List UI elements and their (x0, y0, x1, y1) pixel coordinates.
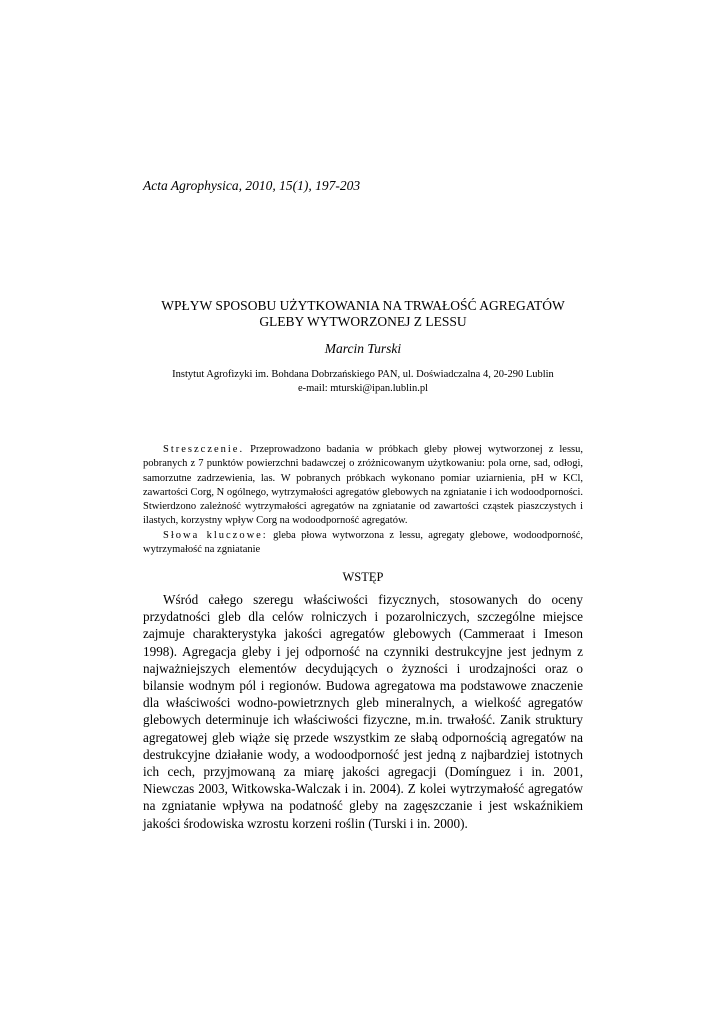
abstract-block (143, 443, 583, 557)
abstract-label: Streszczenie. (163, 444, 245, 455)
section-heading: WSTĘP (342, 570, 384, 584)
paper-title (143, 298, 583, 330)
keywords-label: Słowa kluczowe: (163, 529, 268, 541)
title-line-1: WPŁYW SPOSOBU UŻYTKOWANIA NA TRWAŁOŚĆ AGREGATÓW (161, 298, 565, 313)
affiliation (143, 368, 583, 395)
affiliation-email: e-mail: mturski@ipan.lublin.pl (297, 382, 429, 394)
intro-section (143, 591, 583, 832)
keywords-text: gleba płowa wytworzona z lessu, agregaty glebowe, wodoodporność, wytrzymałość na zgniatanie (143, 529, 583, 556)
journal-reference: Acta Agrophysica, 2010, 15(1), 197-203 (143, 178, 361, 193)
keywords-paragraph (143, 529, 583, 558)
author-name: Marcin Turski (324, 341, 402, 356)
affiliation-address: Instytut Agrofizyki im. Bohdana Dobrzańskiego PAN, ul. Doświadczalna 4, 20-290 Lublin (172, 369, 554, 380)
intro-paragraph: Wśród całego szeregu właściwości fizycznych, stosowanych do oceny przydatności gleb dla celów rolniczych i pozarolniczych, szczególne miejsce zajmuje charakterystyka jakości agregatów glebowych (Cammeraat i Imeson 1998). Agregacja gleby i jej odporność na czynniki destrukcyjne jest jednym z najważniejszych elementów decydujących o żyzności i urodzajności oraz o bilansie wodnym pól i regionów. Budowa agregatowa ma podstawowe znaczenie dla właściwości wodno-powietrznych gleb mineralnych, a wielkość agregatów glebowych determinuje ich właściwości fizyczne, m.in. trwałość. Zanik struktury agregatowej gleb wiąże się przede wszystkim ze słabą odpornością agregatów na destrukcyjne działanie wody, a wodoodporność jest jedną z najbardziej istotnych ich cech, przyjmowaną za miarę jakości agregacji (Domínguez i in. 2001, Niewczas 2003, Witkowska-Walczak i in. 2004). Z kolei wytrzymałość agregatów na zgniatanie wpływa na podatność gleby na zagęszczanie i jest wskaźnikiem jakości środowiska wzrostu korzeni roślin (Turski i in. 2000). (143, 592, 583, 831)
abstract-paragraph (143, 443, 583, 529)
abstract-text: Przeprowadzono badania w próbkach gleby płowej wytworzonej z lessu, pobranych z 7 punktów powierzchni badawczej o zróżnicowanym użytkowaniu: pola orne, sad, odłogi, samorzutne zadrzewienia, las. W pobranych próbkach wykonano pomiar uziarnienia, pH w KCl, zawartości Corg, N ogólnego, wytrzymałości agregatów glebowych na zgniatanie i ich wodoodporności. Stwierdzono zależność wytrzymałości agregatów na zgniatanie od zawartości cząstek piaszczystych i ilastych, korzystny wpływ Corg na wodoodporność agregatów. (143, 444, 584, 527)
title-line-2: GLEBY WYTWORZONEJ Z LESSU (259, 314, 467, 329)
